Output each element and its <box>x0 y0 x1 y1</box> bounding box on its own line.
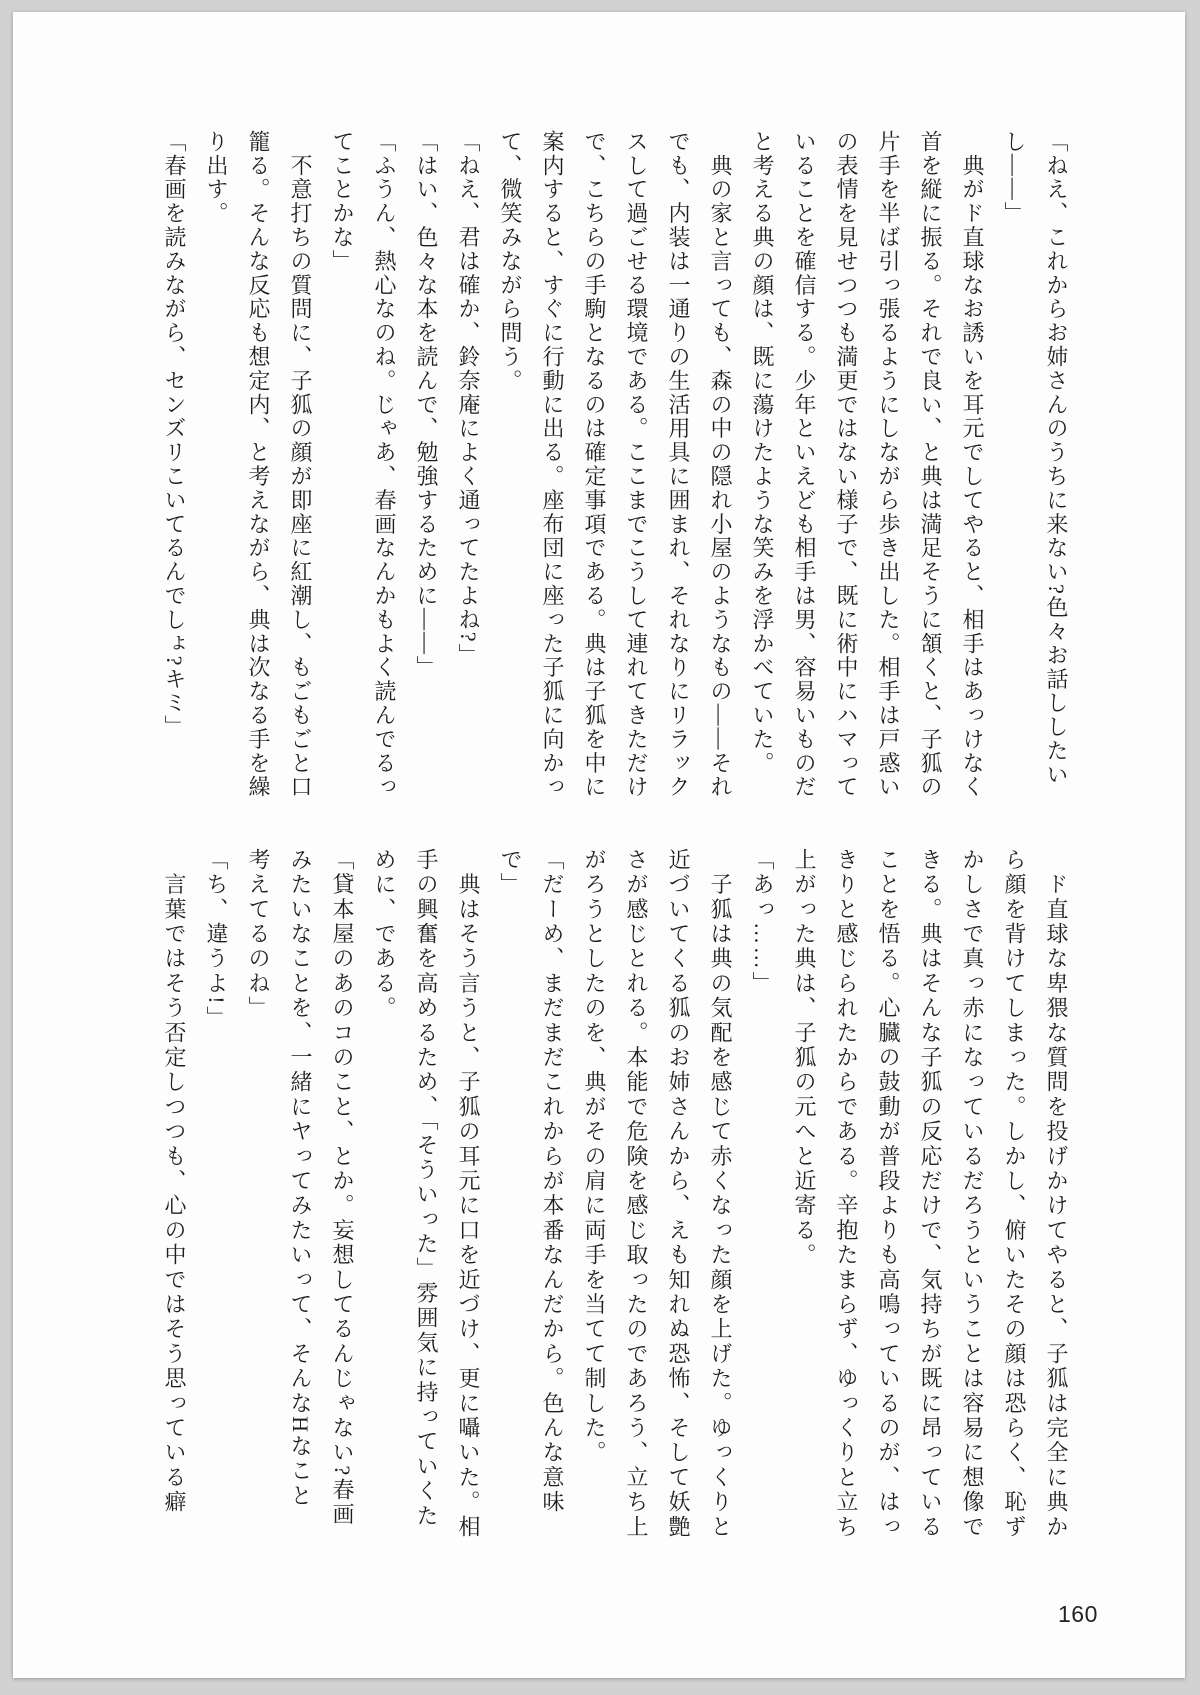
text-column: でも、内装は一通りの生活用具に囲まれ、それなりにリラック <box>666 130 691 800</box>
text-column: し――」 <box>1002 130 1027 226</box>
text-column: 案内すると、すぐに行動に出る。座布団に座った子狐に向かっ <box>540 130 565 800</box>
text-block-top <box>153 130 1077 802</box>
text-column: 「ち、違うよ!」 <box>204 848 229 1031</box>
text-column: 「ふうん、熱心なのね。じゃあ、春画なんかもよく読んでるっ <box>372 130 397 800</box>
text-column: スして過ごせる環境である。ここまでこうして連れてきただけ <box>624 130 649 800</box>
text-column: で、こちらの手駒となるのは確定事項である。典は子狐を中に <box>582 130 607 800</box>
text-column: いることを確信する。少年といえども相手は男、容易いものだ <box>792 130 817 800</box>
text-column: 「だーめ、まだまだこれからが本番なんだから。色んな意味 <box>540 848 565 1515</box>
text-column: めに、である。 <box>372 848 397 1021</box>
text-column: 「ねえ、君は確か、鈴奈庵によく通ってたよね?」 <box>456 130 481 668</box>
text-column: 言葉ではそう否定しつつも、心の中ではそう思っている癖 <box>162 848 187 1515</box>
text-column: 考えてるのね」 <box>246 848 271 1021</box>
book-page <box>13 12 1185 1678</box>
text-column: 「あっ……」 <box>750 848 775 997</box>
text-column: 上がった典は、子狐の元へと近寄る。 <box>792 848 817 1268</box>
text-column: ド直球な卑猥な質問を投げかけてやると、子狐は完全に典か <box>1044 848 1069 1540</box>
text-column: 不意打ちの質問に、子狐の顔が即座に紅潮し、もごもごと口 <box>288 130 313 800</box>
text-column: 典がド直球なお誘いを耳元でしてやると、相手はあっけなく <box>960 130 985 800</box>
text-column: 「はい、色々な本を読んで、勉強するために――」 <box>414 130 439 680</box>
text-column: 片手を半ば引っ張るようにしながら歩き出した。相手は戸惑い <box>876 130 901 800</box>
text-column: 首を縦に振る。それで良い、と典は満足そうに頷くと、子狐の <box>918 130 943 800</box>
text-column: きる。典はそんな子狐の反応だけで、気持ちが既に昂っている <box>918 848 943 1540</box>
text-column: がろうとしたのを、典がその肩に両手を当てて制した。 <box>582 848 607 1466</box>
text-column: 典の家と言っても、森の中の隠れ小屋のようなもの――それ <box>708 130 733 800</box>
text-column: かしさで真っ赤になっているだろうということは容易に想像で <box>960 848 985 1540</box>
text-column: り出す。 <box>204 130 229 226</box>
text-column: 手の興奮を高めるため、「そういった」雰囲気に持っていくた <box>414 848 439 1529</box>
text-block-bottom <box>153 848 1077 1548</box>
text-column: 「貸本屋のあのコのこと、とか。妄想してるんじゃない?春画 <box>330 848 355 1528</box>
text-column: 籠る。そんな反応も想定内、と考えながら、典は次なる手を繰 <box>246 130 271 800</box>
text-column: 「ねえ、これからお姉さんのうちに来ない?色々お話ししたい <box>1044 130 1069 787</box>
text-column: みたいなことを、一緒にヤってみたいって、そんなHなこと <box>288 848 313 1509</box>
text-column: 典はそう言うと、子狐の耳元に口を近づけ、更に囁いた。相 <box>456 848 481 1540</box>
text-column: 近づいてくる狐のお姉さんから、えも知れぬ恐怖、そして妖艶 <box>666 848 691 1540</box>
text-column: 「春画を読みながら、センズリこいてるんでしょ?キミ」 <box>162 130 187 740</box>
page-number: 160 <box>1058 1601 1098 1627</box>
text-column: てことかな」 <box>330 130 355 274</box>
text-column: て、微笑みながら問う。 <box>498 130 523 393</box>
text-column: 子狐は典の気配を感じて赤くなった顔を上げた。ゆっくりと <box>708 848 733 1540</box>
text-column: で」 <box>498 848 523 898</box>
text-column: の表情を見せつつも満更ではない様子で、既に術中にハマって <box>834 130 859 800</box>
text-column: と考える典の顔は、既に蕩けたような笑みを浮かべていた。 <box>750 130 775 776</box>
text-column: ら顔を背けてしまった。しかし、俯いたその顔は恐らく、恥ず <box>1002 848 1027 1540</box>
text-column: さが感じとれる。本能で危険を感じ取ったのであろう、立ち上 <box>624 848 649 1540</box>
text-column: ことを悟る。心臓の鼓動が普段よりも高鳴っているのが、はっ <box>876 848 901 1540</box>
text-column: きりと感じられたからである。辛抱たまらず、ゆっくりと立ち <box>834 848 859 1540</box>
